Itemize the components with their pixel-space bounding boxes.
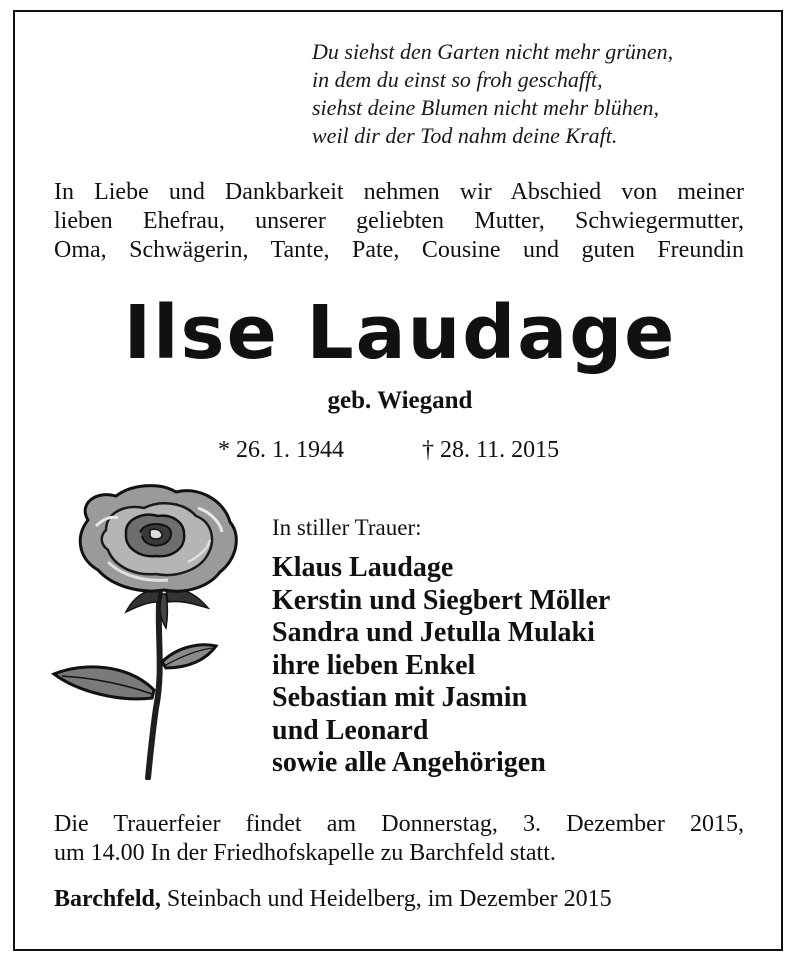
closing-place: Barchfeld, <box>54 886 161 912</box>
mourner-name: Sebastian mit Jasmin <box>272 682 528 713</box>
rose-leaf <box>54 667 154 699</box>
intro-line: lieben Ehefrau, unserer geliebten Mutter, Schwiegermutter, <box>54 208 744 234</box>
poem-line: Du siehst den Garten nicht mehr grünen, <box>312 39 674 64</box>
service-line: um 14.00 In der Friedhofskapelle zu Barchfeld statt. <box>54 840 556 866</box>
deceased-name: Ilse Laudage <box>123 290 677 376</box>
poem <box>312 38 673 150</box>
mourner-name: Sandra und Jetulla Mulaki <box>272 617 595 648</box>
death-date: † 28. 11. 2015 <box>422 437 560 463</box>
mourner-name: Kerstin und Siegbert Möller <box>272 584 611 616</box>
service-info <box>54 810 744 868</box>
mourner-name: und Leonard <box>272 714 429 746</box>
rose-stem <box>148 590 160 778</box>
maiden-name: geb. Wiegand <box>327 387 473 414</box>
rose-icon <box>48 478 248 780</box>
mourner-name: sowie alle Angehörigen <box>272 747 546 778</box>
mourner-name: ihre lieben Enkel <box>272 649 476 681</box>
poem-line: siehst deine Blumen nicht mehr blühen, <box>312 95 660 120</box>
mourning-label: In stiller Trauer: <box>272 515 422 540</box>
intro-text <box>54 178 744 265</box>
intro-line: In Liebe und Dankbarkeit nehmen wir Abschied von meiner <box>54 179 744 205</box>
closing-line <box>54 884 612 914</box>
poem-line: weil dir der Tod nahm deine Kraft. <box>312 123 618 148</box>
closing-rest: Steinbach und Heidelberg, im Dezember 2015 <box>160 886 612 912</box>
mourners-list <box>272 552 610 780</box>
rose-sepal <box>126 590 160 612</box>
intro-line: Oma, Schwägerin, Tante, Pate, Cousine und guten Freundin <box>54 237 744 263</box>
mourner-name: Klaus Laudage <box>272 552 454 583</box>
birth-date: * 26. 1. 1944 <box>218 437 344 463</box>
poem-line: in dem du einst so froh geschafft, <box>312 67 603 92</box>
service-line: Die Trauerfeier findet am Donnerstag, 3. Dezember 2015, <box>54 811 744 837</box>
